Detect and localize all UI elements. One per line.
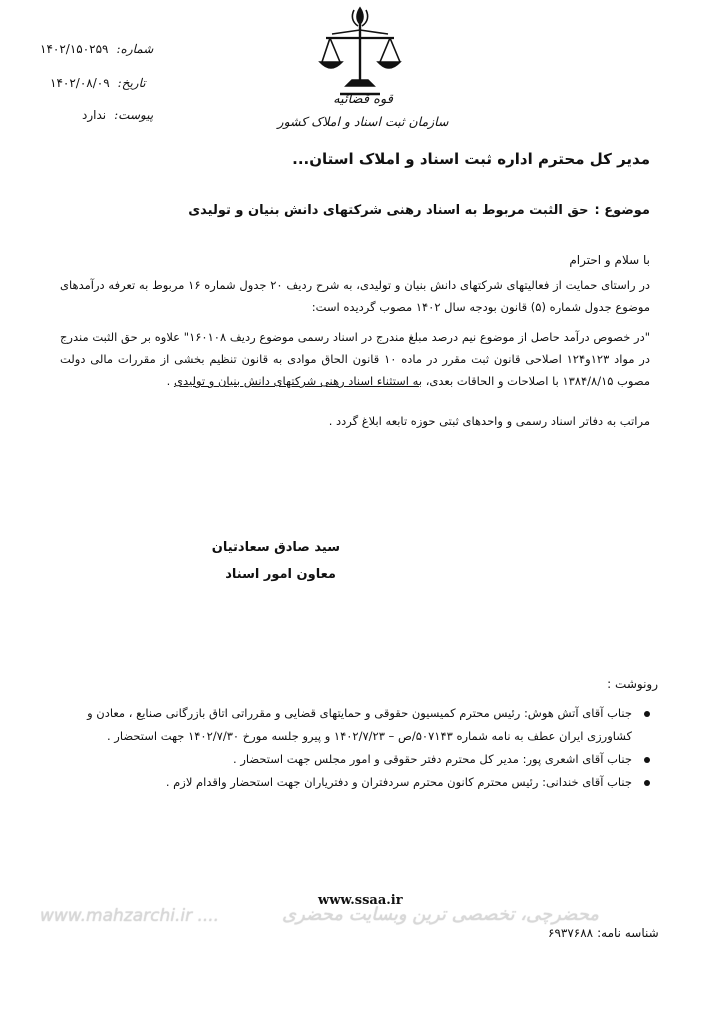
judiciary-scales-emblem-icon: [318, 4, 402, 100]
watermark-site: www.mahzarchi.ir ....: [40, 906, 220, 926]
signatory-name: سید صادق سعادتیان: [211, 540, 340, 555]
attachment-value: ندارد: [82, 108, 107, 122]
cc-list: [50, 702, 650, 794]
body-paragraph-2: [60, 326, 650, 392]
watermark-slogan: محضرچی، تخصصی ترین وبسایت محضری: [282, 904, 599, 925]
subject-line: [188, 203, 650, 218]
recipient-line: مدیر کل محترم اداره ثبت اسناد و املاک استان...: [292, 150, 650, 168]
exemption-clause: به استثناء اسناد رهنی شرکتهای دانش بنیان و تولیدی: [173, 374, 423, 388]
cc-item-text: جناب آقای اشعری پور: مدیر کل محترم دفتر حقوقی و امور مجلس جهت استحضار .: [233, 752, 632, 766]
body-paragraph-3: مراتب به دفاتر اسناد رسمی و واحدهای ثبتی حوزه تابعه ابلاغ گردد .: [328, 414, 650, 428]
letter-id-label: شناسه نامه:: [597, 926, 659, 940]
cc-item: [50, 702, 650, 748]
letter-number-label: شماره:: [116, 42, 154, 56]
cc-item: [50, 748, 650, 771]
body-paragraph-2-main: "در خصوص درآمد حاصل از موضوع نیم درصد مبلغ مندرج در اسناد رسمی موضوع ردیف ۱۶۰۱۰۸" علاوه بر حق الثبت مندرج در مواد ۱۲۳و۱۲۴ اصلاحی قانون ثبت مقرر در ماده ۱۰ قانون الحاق موادی به قانون تنظیم بخشی از مقررات مالی دولت مصوب ۱۳۸۴/۸/۱۵ با اصلاحات و الحاقات بعدی،: [60, 330, 650, 388]
letter-id: [548, 926, 659, 940]
letter-id-value: ۶۹۳۷۶۸۸: [548, 926, 594, 940]
subject-label: موضوع :: [594, 203, 650, 218]
judiciary-title: قوه قضائیه: [333, 92, 393, 107]
letter-number-value: ۱۴۰۲/۱۵۰۲۵۹: [40, 42, 109, 56]
body-paragraph-1: در راستای حمایت از فعالیتهای شرکتهای دانش بنیان و تولیدی، به شرح ردیف ۲۰ جدول شماره ۱۶ مربوط به تعرفه درآمدهای موضوع جدول شماره (۵) قانون بودجه سال ۱۴۰۲ مصوب گردیده است:: [60, 278, 650, 314]
attachment-row: [82, 108, 153, 122]
bullet-icon: [644, 780, 650, 786]
cc-item-text: جناب آقای خندانی: رئیس محترم کانون محترم سردفتران و دفتریاران جهت استحضار واقدام لازم .: [165, 775, 632, 789]
bullet-icon: [644, 711, 650, 717]
bullet-icon: [644, 757, 650, 763]
letter-number-row: [40, 42, 153, 56]
body-paragraph-2-end: .: [166, 374, 171, 388]
letter-date-label: تاریخ:: [117, 76, 146, 90]
cc-label: رونوشت :: [607, 677, 658, 691]
subject-text: حق الثبت مربوط به اسناد رهنی شرکتهای دانش بنیان و تولیدی: [188, 203, 589, 218]
cc-item-text: جناب آقای آتش هوش: رئیس محترم کمیسیون حقوقی و حمایتهای قضایی و مقرراتی اتاق بازرگانی صنایع ، معادن و کشاورزی ایران عطف به نامه شماره ۵۰۷۱۴۳/ص – ۱۴۰۲/۷/۲۳ و پیرو جلسه مورخ ۱۴۰۲/۷/۳۰ جهت استحضار .: [87, 706, 632, 743]
cc-item: [50, 771, 650, 794]
website-footer: www.ssaa.ir: [318, 893, 403, 908]
organization-name: سازمان ثبت اسناد و املاک کشور: [277, 114, 449, 129]
letter-date-value: ۱۴۰۲/۰۸/۰۹: [50, 76, 110, 90]
attachment-label: پیوست:: [114, 108, 154, 122]
signatory-title: معاون امور اسناد: [225, 567, 336, 582]
greeting: با سلام و احترام: [569, 253, 650, 267]
letter-date-row: [50, 76, 146, 90]
